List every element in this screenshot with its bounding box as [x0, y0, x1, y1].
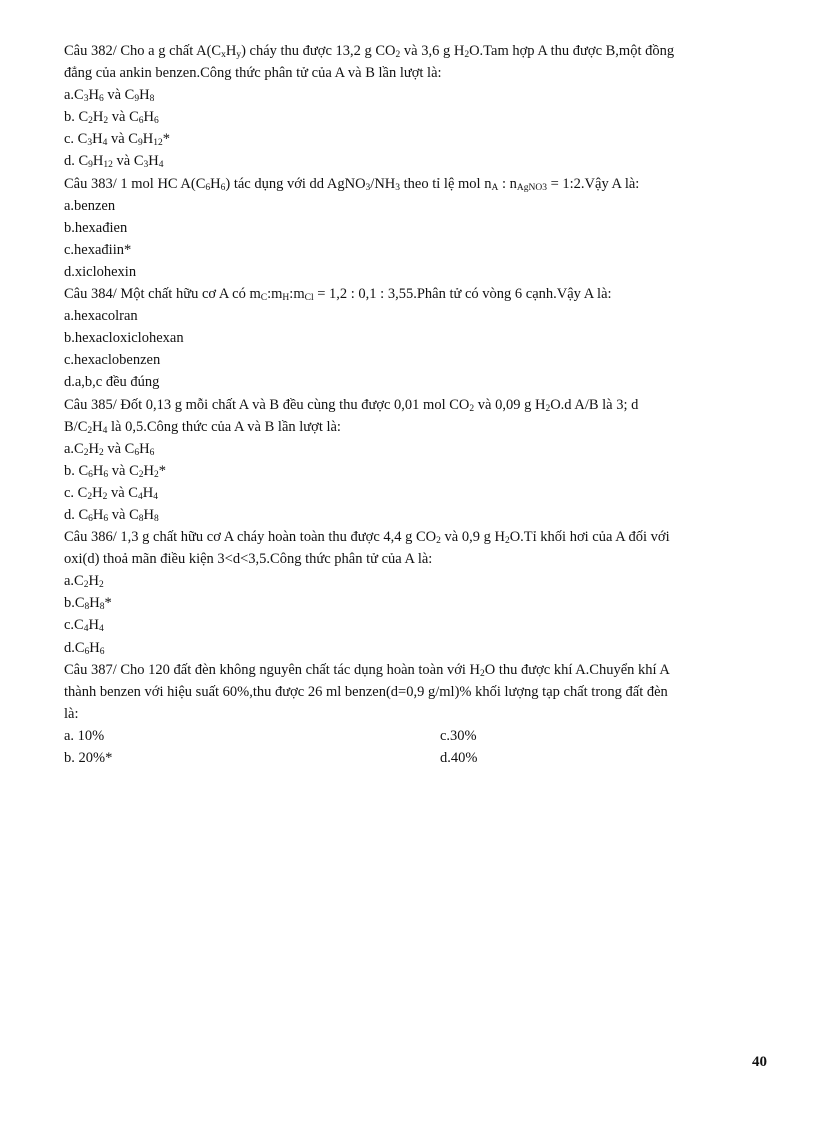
subscript: 6 — [138, 116, 144, 127]
subscript: 2 — [469, 403, 475, 414]
subscript: 4 — [158, 160, 164, 171]
subscript: 2 — [395, 50, 401, 60]
answer-row-387-ac — [64, 725, 764, 747]
subscript: 2 — [504, 536, 510, 547]
subscript: 12 — [103, 160, 113, 171]
answer-382-d — [64, 150, 764, 172]
question-382-stem-line2: đẳng của ankin benzen.Công thức phân tử của A và B lần lượt là: — [64, 65, 442, 82]
answer-382-c — [64, 128, 764, 150]
page-number: 40 — [752, 1054, 767, 1070]
text: H — [92, 418, 103, 435]
text: H — [88, 440, 99, 457]
text: O.Tam hợp A thu được B,một đồng — [469, 43, 675, 59]
text: :m — [289, 286, 305, 303]
text: d.C — [64, 639, 85, 656]
subscript: 2 — [102, 491, 108, 502]
answer-383-c: c.hexađiin* — [64, 241, 132, 258]
text: ) tác dụng với dd AgNO — [225, 175, 366, 192]
text: c. C — [64, 131, 88, 148]
text: :m — [267, 286, 283, 303]
subscript: 6 — [88, 513, 93, 524]
subscript: 2 — [98, 580, 104, 591]
text: a.C — [64, 87, 84, 104]
subscript: 2 — [103, 116, 109, 127]
text: H — [88, 87, 99, 104]
text: H — [225, 43, 237, 59]
subscript: 4 — [102, 425, 108, 436]
text: H — [148, 153, 159, 170]
answer-383-b: b.hexađien — [64, 219, 128, 236]
text: và C — [103, 87, 135, 104]
question-386-stem-line2: oxi(d) thoả mãn điều kiện 3<d<3,5.Công thức phân tử của A là: — [64, 551, 433, 568]
subscript: 2 — [138, 469, 144, 480]
text: O.Tỉ khối hơi của A đối với — [509, 529, 670, 546]
text: H — [92, 109, 104, 126]
text: B/C — [64, 418, 88, 435]
text: O.d A/B là 3; d — [550, 396, 639, 413]
text: H — [92, 153, 104, 170]
text: a.C — [64, 440, 84, 457]
subscript: 2 — [480, 668, 485, 679]
subscript: 3 — [395, 182, 401, 193]
answer-386-d — [64, 637, 764, 659]
answer-383-a: a.benzen — [64, 197, 116, 214]
subscript: 6 — [134, 447, 140, 458]
text: và C — [108, 506, 139, 523]
text: H — [88, 617, 99, 634]
text: /NH — [370, 175, 396, 192]
answer-385-d — [64, 504, 764, 526]
text: c.C — [64, 617, 84, 634]
subscript: 4 — [137, 491, 143, 502]
text: H — [92, 462, 104, 479]
question-page — [64, 40, 764, 769]
subscript: 6 — [154, 116, 159, 127]
text: H — [139, 440, 150, 457]
text: H — [89, 639, 100, 656]
text: Câu 383/ 1 mol HC A(C — [64, 175, 206, 192]
subscript: C — [260, 293, 268, 304]
subscript: 8 — [99, 602, 105, 613]
text: H — [142, 484, 154, 501]
subscript: 2 — [87, 491, 93, 502]
subscript: Cl — [304, 293, 314, 304]
subscript: AgNO3 — [516, 182, 547, 193]
question-382-stem — [64, 40, 764, 62]
subscript: 9 — [134, 94, 140, 105]
answer-row-387-bd — [64, 747, 764, 769]
text: d. C — [64, 506, 89, 523]
subscript: 2 — [88, 116, 93, 127]
text: = 1,2 : 0,1 : 3,55.Phân tử có vòng 6 cạnh.Vậy A là: — [313, 286, 612, 303]
subscript: 6 — [88, 469, 93, 480]
subscript: 8 — [138, 513, 144, 524]
text: và C — [107, 484, 138, 501]
answer-386-b — [64, 592, 764, 614]
subscript: 3 — [87, 138, 93, 149]
text: và C — [108, 109, 139, 126]
subscript: 2 — [464, 50, 470, 60]
text: Câu 384/ Một chất hữu cơ A có m — [64, 286, 261, 303]
text: H — [89, 595, 100, 612]
text: b.C — [64, 595, 85, 612]
subscript: 6 — [103, 513, 109, 524]
subscript: 6 — [84, 646, 90, 657]
text: Câu 386/ 1,3 g chất hữu cơ A cháy hoàn toàn thu được 4,4 g CO — [64, 529, 437, 546]
answer-387-d: d.40% — [440, 750, 478, 766]
text: H — [143, 109, 154, 126]
subscript: 6 — [103, 469, 109, 480]
text: và C — [107, 131, 138, 148]
answer-386-c — [64, 614, 764, 636]
subscript: 4 — [98, 624, 104, 635]
text: H — [210, 175, 221, 192]
text: H — [92, 131, 103, 148]
text: c. C — [64, 484, 88, 501]
subscript: 6 — [220, 182, 226, 193]
text: b. C — [64, 109, 89, 126]
subscript: A — [491, 182, 499, 193]
answer-384-a: a.hexacolran — [64, 308, 138, 325]
answer-384-c: c.hexaclobenzen — [64, 352, 161, 369]
answer-385-a — [64, 438, 764, 460]
answer-382-a — [64, 84, 764, 106]
text: và 0,09 g H — [474, 396, 546, 413]
subscript: 2 — [545, 403, 551, 414]
answer-385-c — [64, 482, 764, 504]
subscript: 2 — [83, 447, 89, 458]
text: * — [162, 131, 170, 148]
subscript: 3 — [143, 160, 149, 171]
subscript: y — [236, 50, 242, 60]
subscript: 2 — [87, 425, 93, 436]
text: là 0,5.Công thức của A và B lần lượt là: — [107, 418, 341, 435]
question-384-stem — [64, 283, 764, 305]
subscript: 6 — [149, 447, 155, 458]
subscript: 2 — [154, 469, 159, 480]
text: H — [92, 484, 103, 501]
text: và C — [112, 153, 144, 170]
text: Câu 382/ Cho a g chất A(C — [64, 43, 222, 59]
subscript: 3 — [365, 182, 371, 193]
text: b. C — [64, 462, 89, 479]
text: O thu được khí A.Chuyển khí A — [484, 661, 670, 678]
text: H — [88, 573, 99, 590]
question-385-stem-line2 — [64, 416, 764, 438]
answer-387-b: b. 20%* — [64, 750, 113, 766]
answer-386-a — [64, 570, 764, 592]
subscript: 8 — [149, 94, 155, 105]
subscript: 6 — [205, 182, 211, 193]
subscript: 6 — [98, 94, 104, 105]
text: Câu 385/ Đốt 0,13 g mỗi chất A và B đều cùng thu được 0,01 mol CO — [64, 396, 470, 413]
answer-383-d: d.xiclohexin — [64, 263, 137, 280]
subscript: 4 — [153, 491, 158, 502]
answer-382-b — [64, 106, 764, 128]
text: H — [142, 131, 154, 148]
subscript: 2 — [83, 580, 89, 591]
subscript: H — [282, 293, 290, 304]
text: theo tỉ lệ mol n — [400, 175, 492, 192]
text: Câu 387/ Cho 120 đất đèn không nguyên chất tác dụng hoàn toàn với H — [64, 661, 481, 678]
question-386-stem — [64, 526, 764, 548]
text: ) cháy thu được 13,2 g CO — [241, 43, 396, 59]
text: H — [143, 506, 154, 523]
subscript: 4 — [102, 138, 108, 149]
answer-387-a: a. 10% — [64, 727, 105, 744]
text: * — [104, 595, 112, 612]
answer-387-c: c.30% — [440, 727, 477, 744]
subscript: 2 — [436, 536, 441, 547]
question-387-stem — [64, 659, 764, 681]
text: a.C — [64, 573, 84, 590]
text: H — [92, 506, 104, 523]
text: H — [139, 87, 150, 104]
subscript: 12 — [153, 138, 163, 149]
answer-385-b — [64, 460, 764, 482]
question-387-stem-line2: thành benzen với hiệu suất 60%,thu được 26 ml benzen(d=0,9 g/ml)% khối lượng tạp chất trong đất đèn — [64, 683, 668, 700]
text: d. C — [64, 153, 89, 170]
subscript: 9 — [137, 138, 143, 149]
answer-384-d: d.a,b,c đều đúng — [64, 374, 160, 391]
subscript: 8 — [154, 513, 159, 524]
text: và 3,6 g H — [400, 43, 465, 59]
question-385-stem — [64, 394, 764, 416]
subscript: 3 — [83, 94, 89, 105]
question-383-stem — [64, 173, 764, 195]
text: và C — [108, 462, 139, 479]
subscript: 4 — [83, 624, 89, 635]
subscript: 2 — [98, 447, 104, 458]
subscript: 6 — [99, 646, 105, 657]
text: * — [158, 462, 166, 479]
text: H — [143, 462, 154, 479]
text: và 0,9 g H — [440, 529, 505, 546]
text: = 1:2.Vậy A là: — [546, 175, 640, 192]
answer-384-b: b.hexacloxiclohexan — [64, 330, 184, 347]
text: : n — [498, 175, 517, 192]
question-387-stem-line3: là: — [64, 705, 79, 722]
subscript: 9 — [88, 160, 93, 171]
subscript: 8 — [84, 602, 90, 613]
subscript: x — [221, 50, 226, 60]
text: và C — [103, 440, 135, 457]
